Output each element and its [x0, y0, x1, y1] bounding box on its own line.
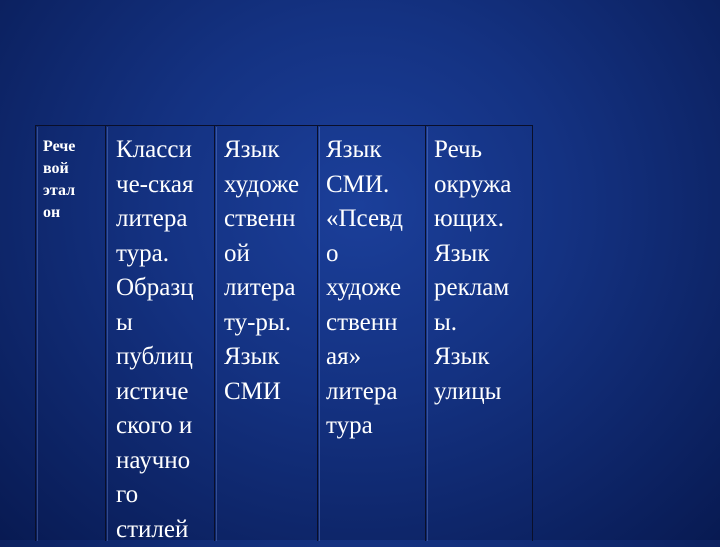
table-cell-fiction-language: [215, 126, 318, 541]
table-cell-media-language: [318, 126, 426, 541]
table-cell-classical-literature: [106, 126, 215, 541]
cell-text: Язык СМИ. «Псевд о художе ственн ая» литера тура: [326, 136, 403, 439]
cell-text: Речь окружа ющих. Язык реклам ы. Язык улицы: [434, 136, 512, 405]
table-cell-speech-standard: [36, 126, 106, 541]
cell-text: Рече вой этал он: [43, 138, 76, 221]
table-cell-surrounding-speech: [426, 126, 533, 541]
cell-text: Класси че-ская литера тура. Образц ы публиц истиче ского и научно го стилей: [116, 136, 194, 543]
cell-text: Язык художе ственн ой литера ту-ры. Язык СМИ: [224, 136, 300, 405]
speech-standard-table: [35, 125, 533, 541]
